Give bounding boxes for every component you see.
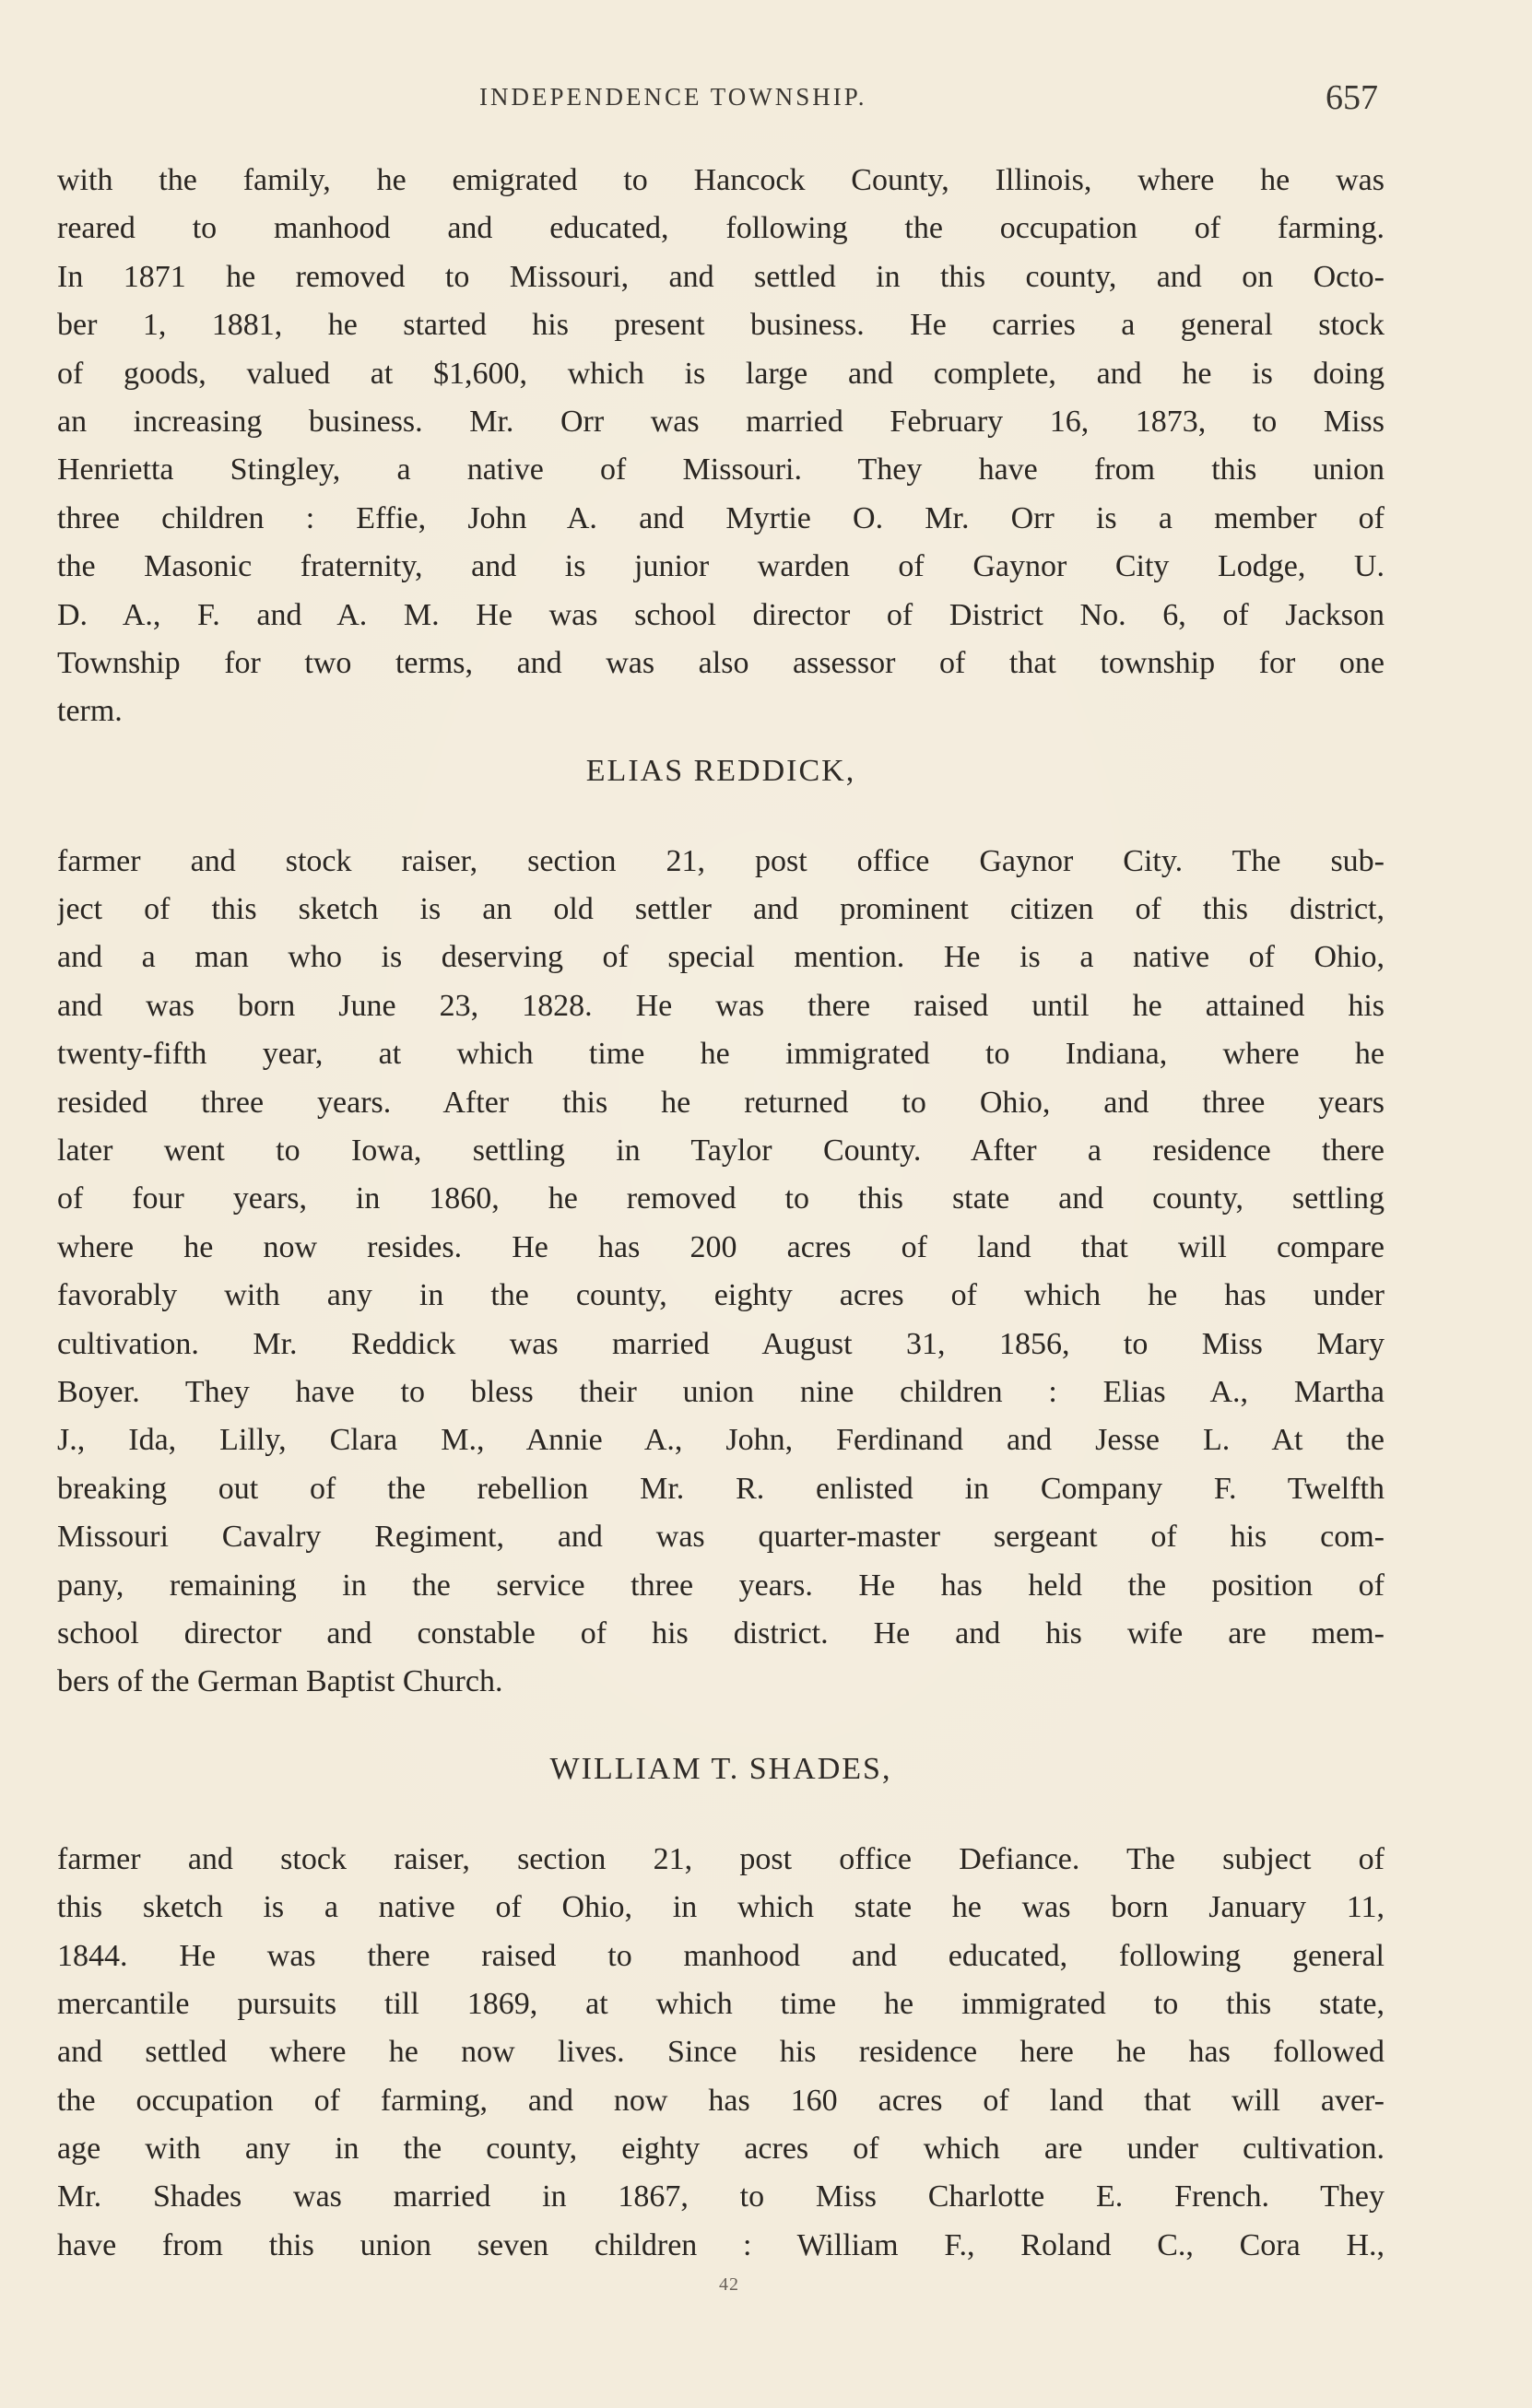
biography-section-shades <box>57 1745 1385 2271</box>
section-heading: WILLIAM T. SHADES, <box>549 1751 892 1786</box>
text-line: farmer and stock raiser, section 21, post office Gaynor City. The sub- <box>57 843 1385 878</box>
text-line: and settled where he now lives. Since his residence here he has followed <box>57 2035 1385 2070</box>
text-line: ject of this sketch is an old settler and prominent citizen of this district, <box>57 892 1385 927</box>
text-line: the occupation of farming, and now has 160 acres of land that will aver- <box>57 2083 1385 2118</box>
text-line: of goods, valued at $1,600, which is large and complete, and he is doing <box>57 356 1385 391</box>
text-line: with the family, he emigrated to Hancock County, Illinois, where he was <box>57 163 1385 197</box>
text-line: age with any in the county, eighty acres of which are under cultivation. <box>57 2132 1385 2167</box>
running-title: INDEPENDENCE TOWNSHIP. <box>479 83 867 111</box>
text-line: of four years, in 1860, he removed to this state and county, settling <box>57 1181 1385 1216</box>
running-head <box>0 77 1532 123</box>
text-line: bers of the German Baptist Church. <box>57 1664 503 1699</box>
text-line: an increasing business. Mr. Orr was married February 16, 1873, to Miss <box>57 404 1385 439</box>
text-line: pany, remaining in the service three years. He has held the position of <box>57 1568 1385 1603</box>
section-heading: ELIAS REDDICK, <box>585 753 856 788</box>
text-line: resided three years. After this he returned to Ohio, and three years <box>57 1085 1385 1120</box>
signature-mark: 42 <box>719 2274 739 2295</box>
text-line: favorably with any in the county, eighty acres of which he has under <box>57 1278 1385 1313</box>
text-line: cultivation. Mr. Reddick was married August 31, 1856, to Miss Mary <box>57 1326 1385 1361</box>
continuation-paragraph <box>57 157 1385 736</box>
text-line: farmer and stock raiser, section 21, post office Defiance. The subject of <box>57 1841 1385 1876</box>
text-line: reared to manhood and educated, following the occupation of farming. <box>57 211 1385 246</box>
text-line: 1844. He was there raised to manhood and educated, following general <box>57 1938 1385 1973</box>
text-line: mercantile pursuits till 1869, at which time he immigrated to this state, <box>57 1986 1385 2021</box>
text-block <box>57 157 1385 2270</box>
text-line: breaking out of the rebellion Mr. R. enlisted in Company F. Twelfth <box>57 1471 1385 1506</box>
page-number: 657 <box>1326 78 1378 117</box>
text-line: Mr. Shades was married in 1867, to Miss Charlotte E. French. They <box>57 2179 1385 2214</box>
text-line: Missouri Cavalry Regiment, and was quarter-master sergeant of his com- <box>57 1520 1385 1555</box>
text-line: J., Ida, Lilly, Clara M., Annie A., John, Ferdinand and Jesse L. At the <box>57 1423 1385 1458</box>
text-line: ber 1, 1881, he started his present business. He carries a general stock <box>57 308 1385 343</box>
text-line: twenty-fifth year, at which time he immigrated to Indiana, where he <box>57 1037 1385 1072</box>
text-line: school director and constable of his district. He and his wife are mem- <box>57 1615 1385 1650</box>
text-line: and a man who is deserving of special mention. He is a native of Ohio, <box>57 940 1385 975</box>
text-line: the Masonic fraternity, and is junior warden of Gaynor City Lodge, U. <box>57 549 1385 584</box>
text-line: later went to Iowa, settling in Taylor County. After a residence there <box>57 1134 1385 1169</box>
text-line: have from this union seven children : William F., Roland C., Cora H., <box>57 2227 1385 2262</box>
text-line: three children : Effie, John A. and Myrtie O. Mr. Orr is a member of <box>57 500 1385 535</box>
text-line: and was born June 23, 1828. He was there raised until he attained his <box>57 988 1385 1023</box>
text-line: Township for two terms, and was also assessor of that township for one <box>57 645 1385 680</box>
biography-section-reddick <box>57 747 1385 1707</box>
text-line: In 1871 he removed to Missouri, and settled in this county, and on Octo- <box>57 259 1385 294</box>
text-line: Henrietta Stingley, a native of Missouri. They have from this union <box>57 452 1385 487</box>
text-line: Boyer. They have to bless their union nine children : Elias A., Martha <box>57 1374 1385 1409</box>
text-line: this sketch is a native of Ohio, in which state he was born January 11, <box>57 1890 1385 1925</box>
text-line: D. A., F. and A. M. He was school director of District No. 6, of Jackson <box>57 597 1385 632</box>
text-line: where he now resides. He has 200 acres of land that will compare <box>57 1229 1385 1264</box>
text-line: term. <box>57 694 123 729</box>
